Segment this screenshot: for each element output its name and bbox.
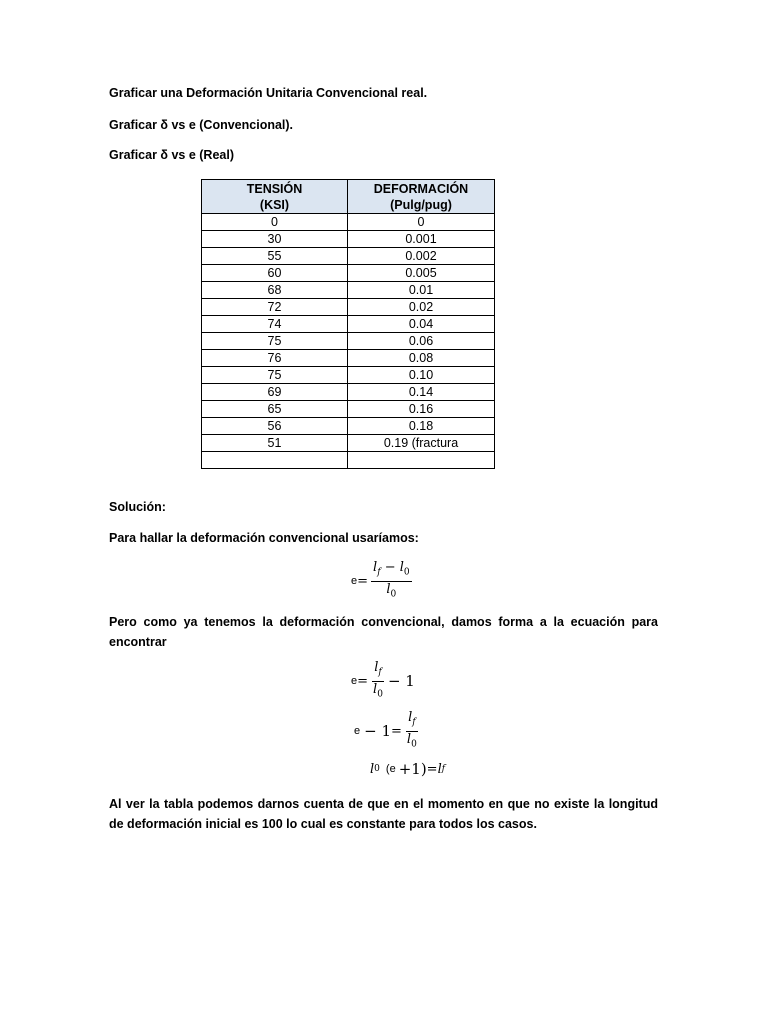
table-row	[202, 282, 495, 299]
eq4-sub-f: f	[441, 764, 446, 774]
table-row	[202, 384, 495, 401]
table-row	[202, 418, 495, 435]
cell-tension: 68	[202, 282, 348, 299]
cell-tension: 51	[202, 435, 348, 452]
table-row	[202, 452, 495, 469]
eq4-sub-0: 0	[374, 764, 380, 774]
paragraph-2: Pero como ya tenemos la deformación convencional, damos forma a la ecuación para encontrar	[109, 615, 658, 649]
cell-deformacion: 0.18	[348, 418, 495, 435]
table-row	[202, 435, 495, 452]
cell-tension: 72	[202, 299, 348, 316]
cell-tension: 56	[202, 418, 348, 435]
cell-deformacion: 0.002	[348, 248, 495, 265]
eq3-e: e	[354, 725, 361, 738]
heading-1: Graficar una Deformación Unitaria Convencional real.	[109, 86, 428, 100]
eq1-equals: =	[357, 573, 369, 589]
eq1-fraction	[371, 560, 412, 602]
cell-deformacion: 0.10	[348, 367, 495, 384]
eq2-numerator	[372, 660, 384, 682]
eq4-l2: l	[437, 761, 442, 777]
eq1-l2: l	[399, 560, 404, 575]
eq3-l2: l	[406, 731, 412, 747]
cell-deformacion: 0.06	[348, 333, 495, 350]
eq2-e: e	[351, 675, 358, 688]
cell-tension: 65	[202, 401, 348, 418]
eq1-minus: −	[384, 560, 396, 575]
cell-deformacion: 0.16	[348, 401, 495, 418]
header-tension: TENSIÓN (KSI)	[202, 180, 348, 214]
equation-2	[351, 660, 415, 702]
table-row	[202, 316, 495, 333]
eq4-equals: =	[426, 761, 438, 777]
solution-title: Solución:	[109, 500, 166, 514]
cell-tension	[202, 452, 348, 469]
cell-tension: 76	[202, 350, 348, 367]
cell-deformacion	[348, 452, 495, 469]
eq2-l2: l	[373, 681, 378, 697]
heading-2: Graficar δ vs e (Convencional).	[109, 118, 294, 132]
header-deformacion: DEFORMACIÓN (Pulg/pug)	[348, 180, 495, 214]
eq2-minus-one: − 1	[387, 672, 415, 691]
table-row	[202, 350, 495, 367]
eq4-plus-one: +1)	[398, 760, 427, 778]
eq4-open-paren: (	[385, 763, 390, 775]
table-row	[202, 248, 495, 265]
cell-deformacion: 0.005	[348, 265, 495, 282]
eq1-sub-0: 0	[403, 567, 410, 578]
cell-deformacion: 0.08	[348, 350, 495, 367]
cell-deformacion: 0.04	[348, 316, 495, 333]
paragraph-3: Al ver la tabla podemos darnos cuenta de que en el momento en que no existe la longitud de deformación inicial es 100 lo cual es constante para todos los casos.	[109, 797, 658, 831]
cell-deformacion: 0.19 (fractura	[348, 435, 495, 452]
eq3-minus-one: − 1	[364, 722, 392, 741]
cell-tension: 74	[202, 316, 348, 333]
table-row	[202, 401, 495, 418]
eq1-denominator	[384, 582, 398, 603]
eq4-l: l	[370, 761, 375, 777]
eq2-equals: =	[357, 673, 369, 689]
eq2-sub-0: 0	[377, 689, 383, 700]
eq1-l: l	[373, 560, 378, 575]
eq4-e: e	[389, 763, 396, 775]
cell-tension: 55	[202, 248, 348, 265]
data-table	[201, 179, 495, 469]
cell-deformacion: 0.14	[348, 384, 495, 401]
paragraph-1: Para hallar la deformación convencional usaríamos:	[109, 531, 419, 545]
equation-1	[351, 560, 415, 602]
cell-deformacion: 0.01	[348, 282, 495, 299]
cell-tension: 30	[202, 231, 348, 248]
eq2-fraction	[371, 660, 385, 702]
eq1-l3: l	[386, 581, 391, 597]
eq2-l: l	[374, 660, 379, 675]
eq1-e: e	[351, 575, 358, 588]
cell-tension: 0	[202, 214, 348, 231]
table-row	[202, 299, 495, 316]
table-row	[202, 231, 495, 248]
table-body	[202, 214, 495, 469]
eq3-fraction	[405, 710, 419, 752]
eq3-sub-f: f	[412, 717, 416, 728]
eq1-sub-f: f	[377, 567, 381, 578]
eq1-numerator	[371, 560, 412, 582]
cell-deformacion: 0.001	[348, 231, 495, 248]
eq2-sub-f: f	[378, 667, 382, 678]
cell-deformacion: 0.02	[348, 299, 495, 316]
eq3-equals: =	[391, 723, 402, 739]
eq3-numerator	[406, 710, 418, 732]
table-row	[202, 367, 495, 384]
eq2-denominator	[371, 682, 385, 703]
equation-4	[370, 760, 445, 778]
eq3-sub-0: 0	[411, 739, 417, 750]
equation-3	[354, 710, 422, 752]
eq3-l: l	[408, 710, 413, 725]
table-row	[202, 214, 495, 231]
cell-tension: 75	[202, 367, 348, 384]
table-header-row	[202, 180, 495, 214]
eq3-denominator	[405, 732, 419, 753]
eq1-sub-0b: 0	[390, 589, 397, 600]
cell-deformacion: 0	[348, 214, 495, 231]
table-row	[202, 333, 495, 350]
table-row	[202, 265, 495, 282]
cell-tension: 69	[202, 384, 348, 401]
cell-tension: 60	[202, 265, 348, 282]
cell-tension: 75	[202, 333, 348, 350]
heading-3: Graficar δ vs e (Real)	[109, 148, 234, 162]
